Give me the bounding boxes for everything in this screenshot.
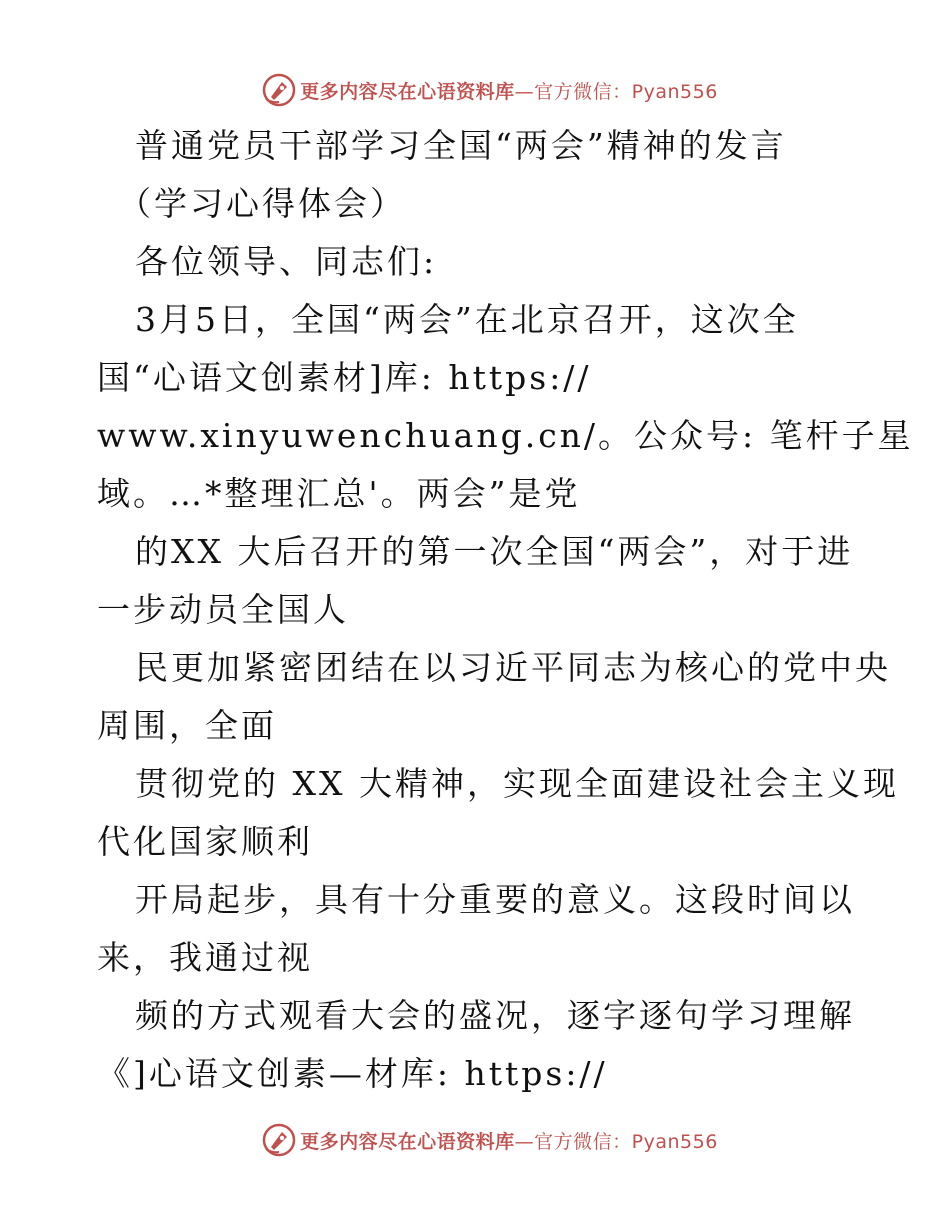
salutation: 各位领导、同志们: (135, 242, 438, 281)
watermark-wechat: 官方微信：Pyan556 (534, 80, 718, 103)
watermark-main: 更多内容尽在心语资料库 (300, 80, 515, 103)
paragraph-line: 国“心语文创素材]库: https:// (97, 358, 592, 397)
pen-nib-logo-icon (262, 1123, 296, 1157)
watermark-text (300, 77, 718, 104)
paragraph-line: 3月5日，全国“两会”在北京召开，这次全 (135, 300, 799, 339)
paragraph-line: 来，我通过视 (97, 938, 313, 977)
watermark-wechat: 官方微信：Pyan556 (534, 1130, 718, 1153)
paragraph-line: 的XX 大后召开的第一次全国“两会”，对于进 (135, 532, 854, 571)
document-subtitle: （学习心得体会） (118, 184, 406, 223)
paragraph-line: www.xinyuwenchuang.cn/。公众号: 笔杆子星 (97, 416, 914, 455)
watermark-main: 更多内容尽在心语资料库 (300, 1130, 515, 1153)
watermark-group (262, 73, 718, 107)
paragraph-line: 一步动员全国人 (97, 590, 349, 629)
document-title: 普通党员干部学习全国“两会”精神的发言 (135, 126, 787, 165)
paragraph-line: 贯彻党的 XX 大精神，实现全面建设社会主义现 (135, 764, 899, 803)
paragraph-line: 民更加紧密团结在以习近平同志为核心的党中央 (135, 648, 891, 687)
header-watermark (0, 70, 950, 110)
paragraph-line: 周围，全面 (97, 706, 277, 745)
footer-watermark (0, 1120, 950, 1160)
watermark-group (262, 1123, 718, 1157)
watermark-separator: — (514, 1130, 535, 1153)
pen-nib-logo-icon (262, 73, 296, 107)
watermark-separator: — (514, 80, 535, 103)
paragraph-line: 频的方式观看大会的盛况，逐字逐句学习理解 (135, 996, 855, 1035)
paragraph-line: 域。…*整理汇总'。两会”是党 (97, 474, 581, 513)
paragraph-line: 《]心语文创素—材库: https:// (97, 1054, 608, 1093)
paragraph-line: 代化国家顺利 (97, 822, 313, 861)
paragraph-line: 开局起步，具有十分重要的意义。这段时间以 (135, 880, 855, 919)
watermark-text (300, 1127, 718, 1154)
